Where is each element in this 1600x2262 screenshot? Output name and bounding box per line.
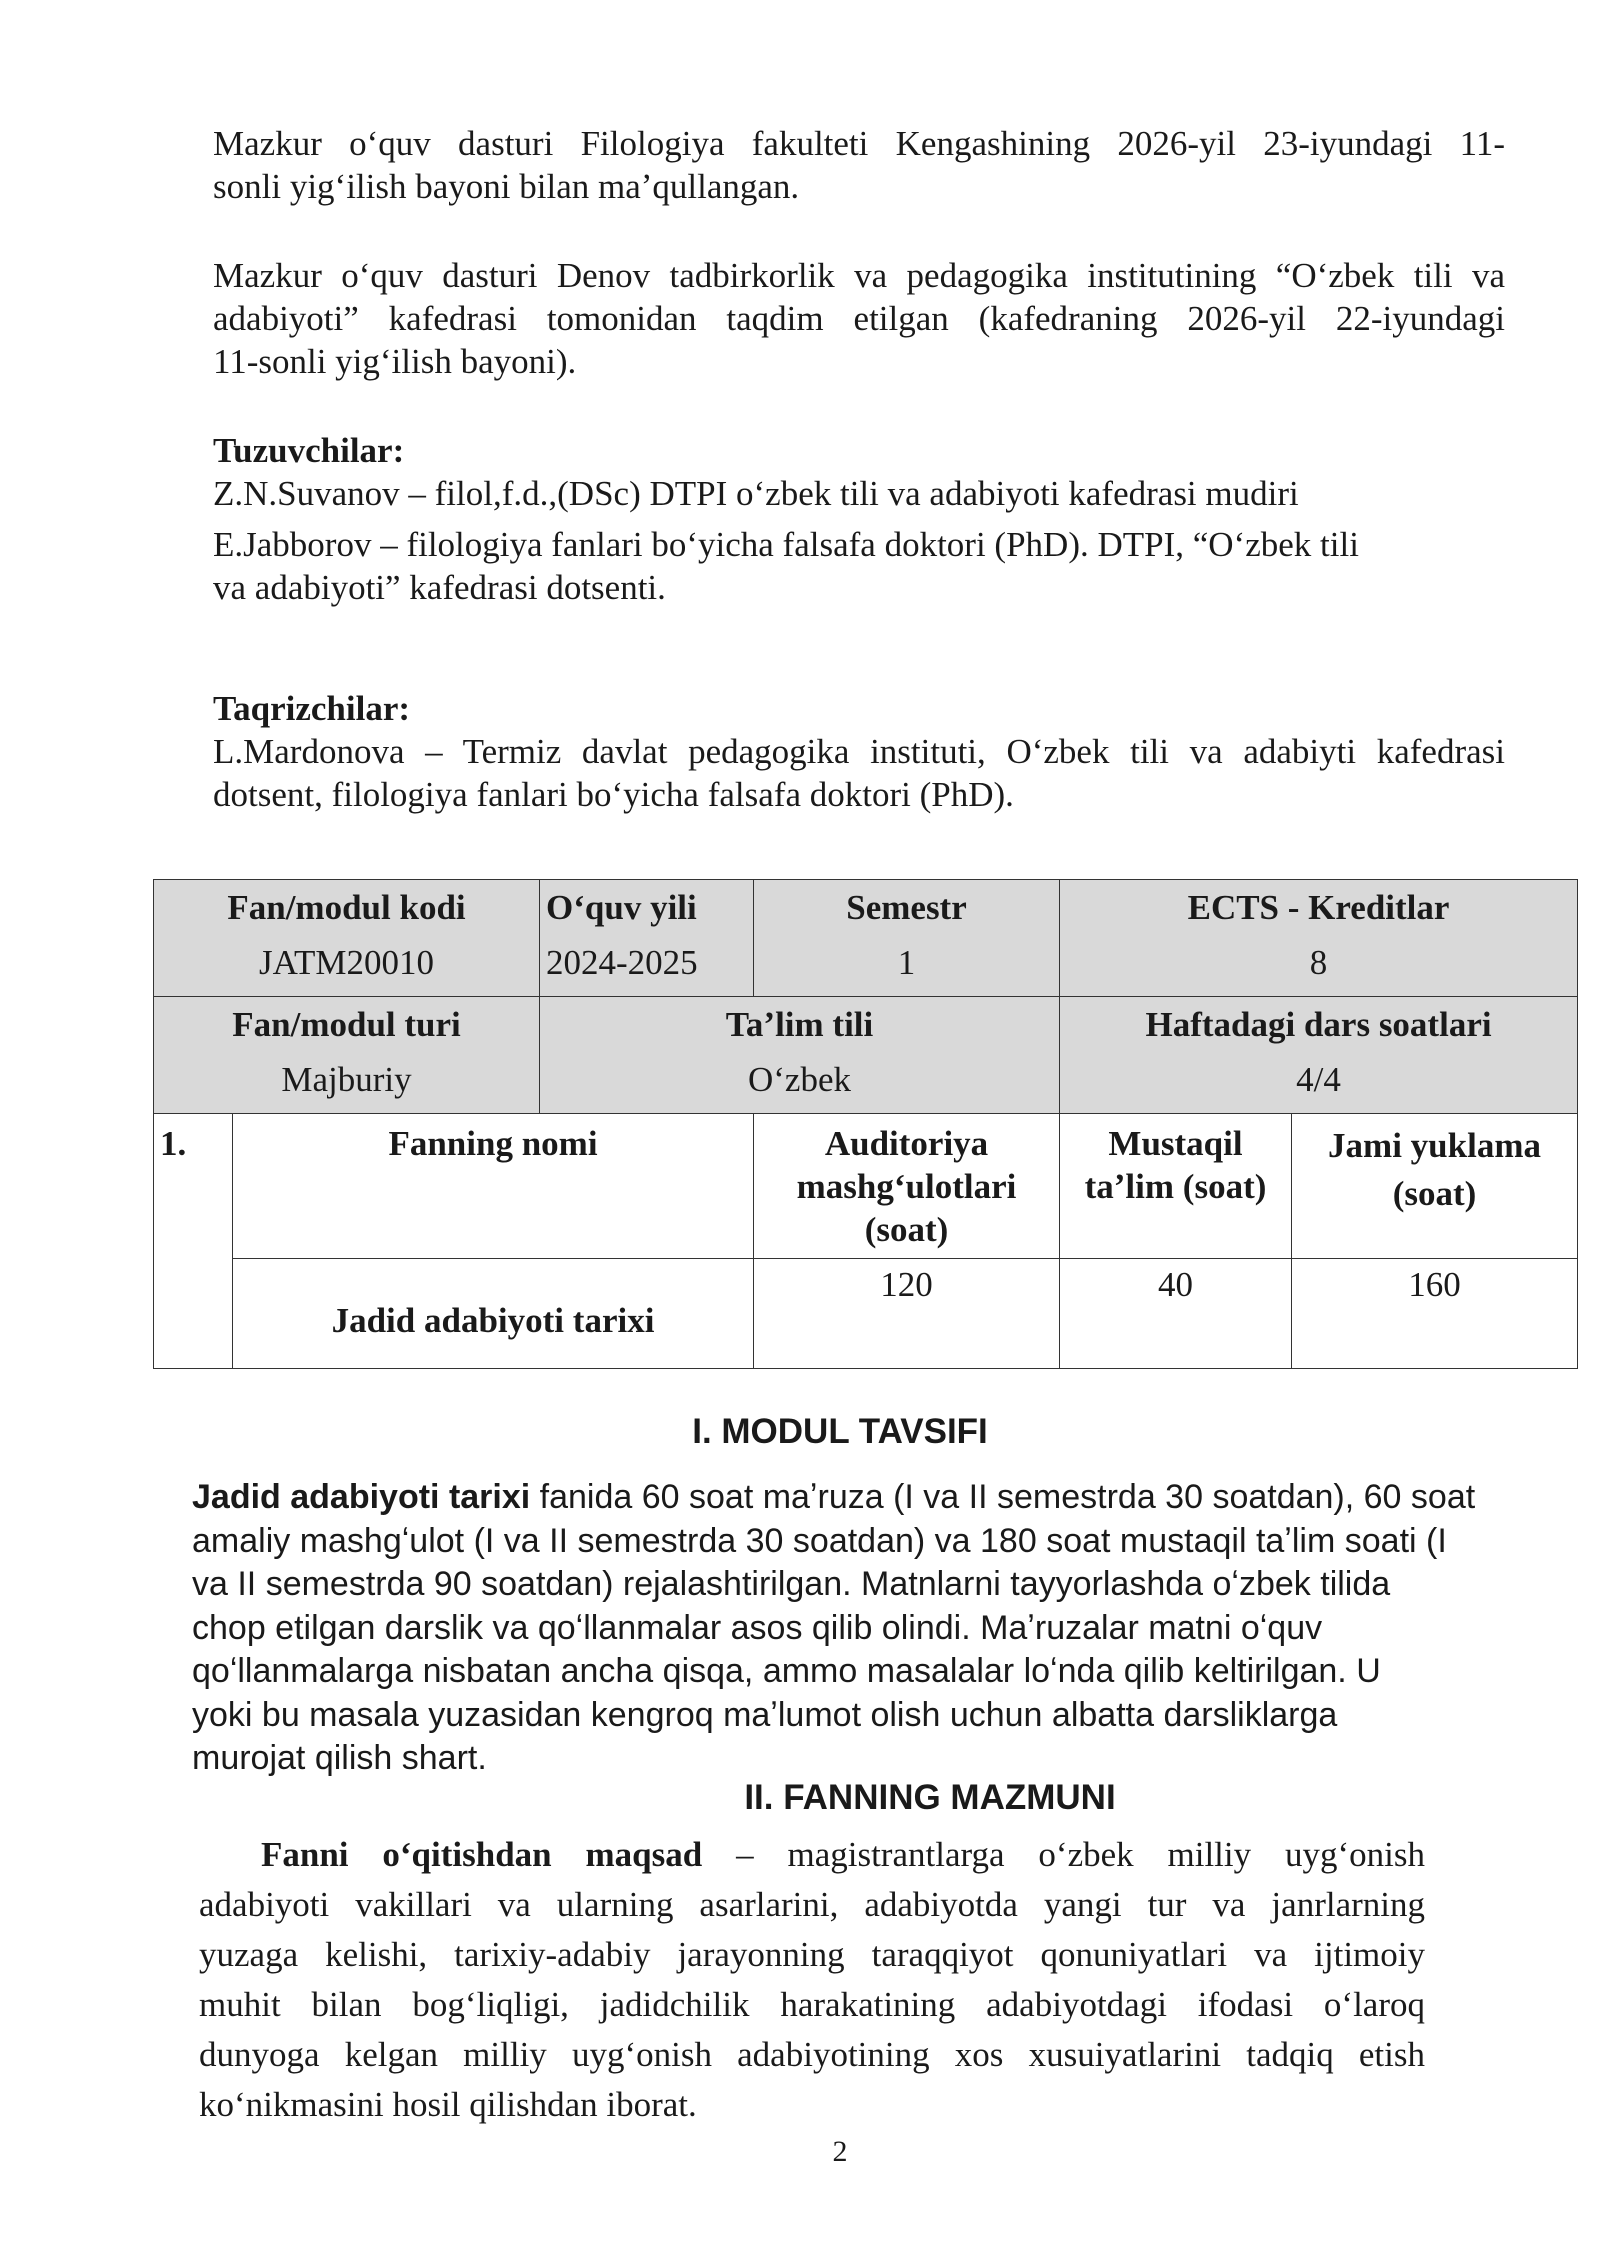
academic-year-label: Oʻquv yili — [546, 888, 697, 927]
module-type-value: Majburiy — [281, 1060, 412, 1099]
reviewers-section — [213, 687, 1505, 816]
weekly-hours-label: Haftadagi dars soatlari — [1145, 1005, 1492, 1044]
section-1-line-1 — [192, 1476, 1492, 1520]
total-load-label-line-1: Jami yuklama — [1328, 1126, 1541, 1165]
section-2-body — [199, 1830, 1425, 2130]
total-load-label — [1292, 1114, 1578, 1259]
section-1-line-4: chop etilgan darslik va qoʻllanmalar asos qilib olindi. Maʼruzalar matni oʻquv — [192, 1608, 1323, 1647]
table-row — [154, 880, 1578, 997]
section-2-line-5: dunyoga kelgan milliy uygʻonish adabiyotining xos xusuiyatlarini tadqiq etish — [199, 2035, 1425, 2074]
section-2-line-4: muhit bilan bogʻliqligi, jadidchilik harakatining adabiyotdagi ifodasi oʻlaroq — [199, 1985, 1425, 2024]
section-2-heading-text: II. FANNING MAZMUNI — [744, 1778, 1116, 1817]
auditorium-label-line-2: mashgʻulotlari — [796, 1167, 1017, 1206]
reviewer-1-line-2: dotsent, filologiya fanlari boʻyicha falsafa doktori (PhD). — [213, 775, 1014, 814]
ects-value: 8 — [1309, 943, 1328, 982]
module-code-cell — [154, 880, 540, 997]
auditorium-hours-value: 120 — [754, 1259, 1060, 1369]
submission-line-3: 11-sonli yigʻilish bayoni). — [213, 342, 577, 381]
module-info-table — [153, 879, 1578, 1369]
module-code-label: Fan/modul kodi — [227, 888, 466, 927]
semester-value: 1 — [897, 943, 916, 982]
section-2-heading — [130, 1778, 1600, 1818]
section-1-body — [192, 1476, 1492, 1781]
submission-paragraph — [213, 254, 1505, 383]
submission-line-2: adabiyoti” kafedrasi tomonidan taqdim etilgan (kafedraning 2026-yil 22-iyundagi — [213, 299, 1505, 338]
ects-label: ECTS - Kreditlar — [1187, 888, 1450, 927]
subject-label: Fanning nomi — [233, 1114, 754, 1259]
auditorium-label-line-1: Auditoriya — [824, 1124, 989, 1163]
ects-cell — [1060, 880, 1578, 997]
section-2-lead: Fanni oʻqitishdan maqsad — [261, 1835, 703, 1874]
section-1-heading: I. MODUL TAVSIFI — [692, 1412, 988, 1451]
section-1-line-5: qoʻllanmalarga nisbatan ancha qisqa, ammo masalalar loʻnda qilib keltirilgan. U — [192, 1652, 1381, 1690]
auditorium-hours-label — [754, 1114, 1060, 1259]
author-2-line-2: va adabiyoti” kafedrasi dotsenti. — [213, 568, 666, 607]
self-study-value: 40 — [1060, 1259, 1292, 1369]
language-label: Taʼlim tili — [725, 1005, 874, 1044]
table-row — [154, 1114, 1578, 1259]
author-2 — [213, 523, 1505, 609]
section-1-line-3: va II semestrda 90 soatdan) rejalashtirilgan. Matnlarni tayyorlashda oʻzbek tilida — [192, 1565, 1391, 1603]
authors-section — [213, 429, 1505, 609]
weekly-hours-cell — [1060, 997, 1578, 1114]
language-value: Oʻzbek — [748, 1060, 852, 1099]
section-1-line-1-rest: fanida 60 soat maʼruza (I va II semestrda 30 soatdan), 60 soat — [530, 1478, 1476, 1516]
row-number: 1. — [154, 1114, 233, 1369]
semester-cell — [754, 880, 1060, 997]
section-2-line-1-rest: – magistrantlarga oʻzbek milliy uygʻonish — [702, 1835, 1426, 1874]
table-row — [154, 997, 1578, 1114]
page-number: 2 — [832, 2135, 848, 2168]
section-1-line-2: amaliy mashgʻulot (I va II semestrda 30 soatdan) va 180 soat mustaqil taʼlim soati (I — [192, 1521, 1447, 1560]
language-cell — [540, 997, 1060, 1114]
module-type-cell — [154, 997, 540, 1114]
academic-year-cell — [540, 880, 754, 997]
section-2-line-6: koʻnikmasini hosil qilishdan iborat. — [199, 2085, 697, 2124]
semester-label: Semestr — [846, 888, 967, 927]
auditorium-label-line-3: (soat) — [864, 1210, 949, 1249]
section-2-line-1 — [199, 1830, 1425, 1880]
module-code-value: JATM20010 — [258, 943, 435, 982]
self-study-label-line-1: Mustaqil — [1108, 1124, 1243, 1163]
submission-line-1: Mazkur oʻquv dasturi Denov tadbirkorlik va pedagogika institutining “Oʻzbek tili va — [213, 256, 1505, 295]
author-2-line-1: E.Jabborov – filologiya fanlari boʻyicha falsafa doktori (PhD). DTPI, “Oʻzbek tili — [213, 525, 1359, 564]
self-study-label — [1060, 1114, 1292, 1259]
module-type-label: Fan/modul turi — [232, 1005, 461, 1044]
section-1-line-6: yoki bu masala yuzasidan kengroq maʼlumot olish uchun albatta darsliklarga — [192, 1695, 1338, 1734]
approval-line-1: Mazkur oʻquv dasturi Filologiya fakulteti Kengashining 2026-yil 23-iyundagi 11- — [213, 124, 1505, 163]
total-load-label-line-2: (soat) — [1392, 1174, 1477, 1213]
approval-paragraph — [213, 122, 1505, 208]
author-1: Z.N.Suvanov – filol,f.d.,(DSc) DTPI oʻzbek tili va adabiyoti kafedrasi mudiri — [213, 474, 1299, 513]
section-2-line-2: adabiyoti vakillari va ularning asarlarini, adabiyotda yangi tur va janrlarning — [199, 1885, 1425, 1924]
section-1-line-7: murojat qilish shart. — [192, 1739, 487, 1777]
self-study-label-line-2: taʼlim (soat) — [1084, 1167, 1267, 1206]
authors-heading: Tuzuvchilar: — [213, 431, 405, 470]
weekly-hours-value: 4/4 — [1296, 1060, 1341, 1099]
subject-value: Jadid adabiyoti tarixi — [233, 1259, 754, 1369]
reviewers-heading: Taqrizchilar: — [213, 689, 411, 728]
academic-year-value: 2024-2025 — [546, 943, 698, 982]
section-2-line-3: yuzaga kelishi, tarixiy-adabiy jarayonning taraqqiyot qonuniyatlari va ijtimoiy — [199, 1935, 1425, 1974]
reviewer-1-line-1: L.Mardonova – Termiz davlat pedagogika instituti, Oʻzbek tili va adabiyti kafedrasi — [213, 732, 1505, 771]
table-row — [154, 1259, 1578, 1369]
approval-line-2: sonli yigʻilish bayoni bilan maʼqullangan. — [213, 167, 800, 206]
total-load-value: 160 — [1292, 1259, 1578, 1369]
section-1-lead: Jadid adabiyoti tarixi — [192, 1478, 531, 1516]
